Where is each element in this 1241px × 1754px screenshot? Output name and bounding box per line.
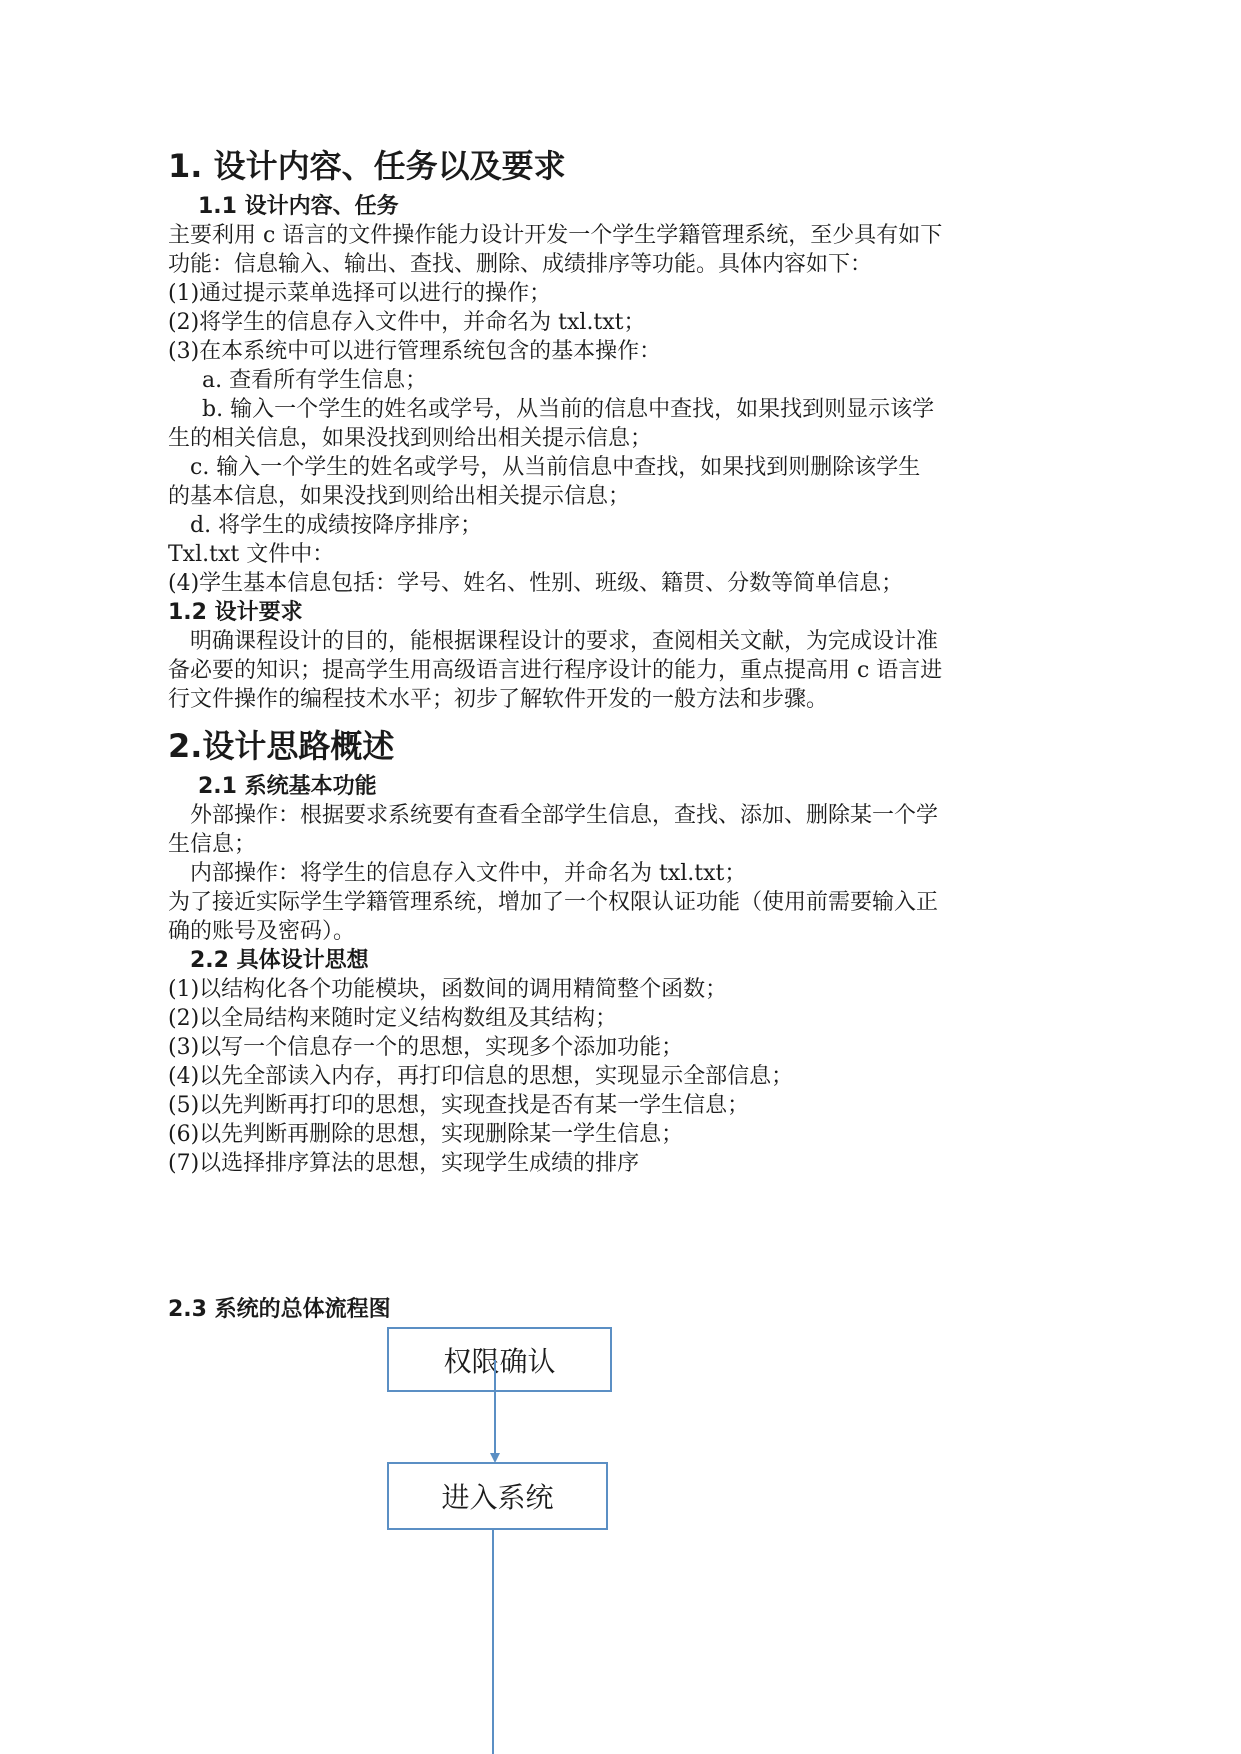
paragraph-line: 确的账号及密码）。 xyxy=(168,919,356,944)
list-item: (5)以先判断再打印的思想，实现查找是否有某一学生信息； xyxy=(168,1093,750,1118)
flowchart-box-label: 进入系统 xyxy=(441,1481,554,1514)
paragraph-line: 内部操作：将学生的信息存入文件中，并命名为 txl.txt； xyxy=(190,861,747,886)
flowchart-box-enter-system xyxy=(387,1462,608,1530)
paragraph-line: 为了接近实际学生学籍管理系统，增加了一个权限认证功能（使用前需要输入正 xyxy=(168,890,939,915)
paragraph-line: 生的相关信息，如果没找到则给出相关提示信息； xyxy=(168,426,653,451)
subheading-1-2: 1.2 设计要求 xyxy=(168,600,303,625)
paragraph-line: 外部操作：根据要求系统要有查看全部学生信息，查找、添加、删除某一个学 xyxy=(190,803,939,828)
list-item: (1)通过提示菜单选择可以进行的操作； xyxy=(168,281,552,306)
list-item: (4)学生基本信息包括：学号、姓名、性别、班级、籍贯、分数等简单信息； xyxy=(168,571,904,596)
subheading-1-1: 1.1 设计内容、任务 xyxy=(198,194,399,219)
paragraph-line: 行文件操作的编程技术水平；初步了解软件开发的一般方法和步骤。 xyxy=(168,687,829,712)
flowchart-box-permission xyxy=(387,1327,612,1392)
list-item: (6)以先判断再删除的思想，实现删除某一学生信息； xyxy=(168,1122,684,1147)
paragraph-line: 明确课程设计的目的，能根据课程设计的要求，查阅相关文献，为完成设计准 xyxy=(190,629,939,654)
subheading-2-3: 2.3 系统的总体流程图 xyxy=(168,1297,391,1322)
list-item: (4)以先全部读入内存，再打印信息的思想，实现显示全部信息； xyxy=(168,1064,794,1089)
list-item: c. 输入一个学生的姓名或学号，从当前信息中查找，如果找到则删除该学生 xyxy=(190,455,921,480)
list-item: (2)将学生的信息存入文件中，并命名为 txl.txt； xyxy=(168,310,646,335)
subheading-2-1: 2.1 系统基本功能 xyxy=(198,774,377,799)
subheading-2-2: 2.2 具体设计思想 xyxy=(190,948,369,973)
heading-section-1: 1. 设计内容、任务以及要求 xyxy=(168,147,566,185)
flowchart-box-label: 权限确认 xyxy=(443,1344,556,1378)
heading-section-2: 2.设计思路概述 xyxy=(168,727,395,765)
list-item: (2)以全局结构来随时定义结构数组及其结构； xyxy=(168,1006,618,1031)
list-item: a. 查看所有学生信息； xyxy=(202,368,428,393)
paragraph-line: 的基本信息，如果没找到则给出相关提示信息； xyxy=(168,484,631,509)
list-item: (3)在本系统中可以进行管理系统包含的基本操作： xyxy=(168,339,662,364)
paragraph-line: 生信息； xyxy=(168,832,257,857)
list-item: (3)以写一个信息存一个的思想，实现多个添加功能； xyxy=(168,1035,684,1060)
list-item: (7)以选择排序算法的思想，实现学生成绩的排序 xyxy=(168,1151,640,1176)
list-item: (1)以结构化各个功能模块，函数间的调用精简整个函数； xyxy=(168,977,728,1002)
paragraph-line: 主要利用 c 语言的文件操作能力设计开发一个学生学籍管理系统，至少具有如下 xyxy=(168,223,943,248)
paragraph-line: Txl.txt 文件中： xyxy=(168,542,335,567)
list-item: b. 输入一个学生的姓名或学号，从当前的信息中查找，如果找到则显示该学 xyxy=(202,397,935,422)
paragraph-line: 功能：信息输入、输出、查找、删除、成绩排序等功能。具体内容如下： xyxy=(168,252,873,277)
paragraph-line: 备必要的知识；提高学生用高级语言进行程序设计的能力，重点提高用 c 语言进 xyxy=(168,658,943,683)
list-item: d. 将学生的成绩按降序排序； xyxy=(190,513,483,538)
